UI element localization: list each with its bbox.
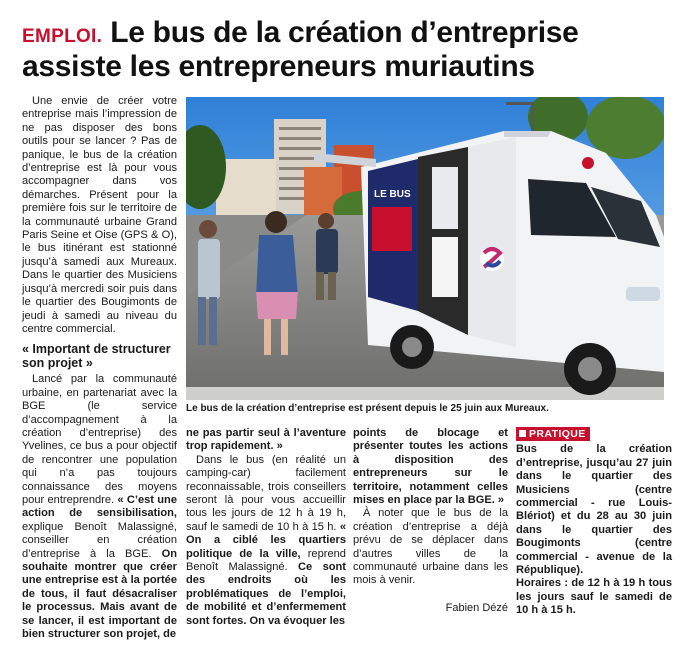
seine-oise-logo xyxy=(480,247,504,271)
subheading: « Important de structurer son projet » xyxy=(22,342,171,371)
body-text: explique Benoît Malassigné, conseiller en création d’entreprise à la BGE. xyxy=(22,520,177,560)
bus-sign-text: LE BUS xyxy=(374,189,411,200)
article-title-line-1: Le bus de la création d’entreprise xyxy=(110,16,579,49)
author-byline: Fabien Dézé xyxy=(445,601,508,614)
pratique-label-text: PRATIQUE xyxy=(529,428,586,440)
pratique-hours: Horaires : de 12 h à 19 h tous les jours sauf le samedi de 10 h à 15 h. xyxy=(516,577,672,617)
article-photo xyxy=(186,97,664,400)
body-paragraph xyxy=(186,454,346,628)
headline xyxy=(22,16,682,84)
body-paragraph xyxy=(22,373,177,641)
article-column-3 xyxy=(353,427,508,615)
quote-continuation: ne pas partir seul à l’aventure trop rapidement. » xyxy=(186,427,346,453)
body-text: reprend Benoît Malassigné. xyxy=(186,547,346,574)
pratique-box xyxy=(516,427,672,618)
pratique-text: Bus de la création d’entreprise, jusqu’au 27 juin dans le quartier des Musiciens (centre commercial - rue Louis-Blériot) et du 28 au 30 juin dans le quartier des Bougimonts (centre commercial - avenue de la République). xyxy=(516,443,672,577)
bus-photo-illustration xyxy=(186,97,664,400)
article-column-2 xyxy=(186,427,346,628)
quote-text: « C’est une action de sensibilisation, xyxy=(22,493,177,520)
pratique-label xyxy=(516,427,590,441)
body-text: Lancé par la communauté urbaine, en partenariat avec la BGE (le service d’accompagnement à la création d’entreprise) des Yvelines, ce bus a pour objectif de rencontrer une population qui n’a pas toujours connaissance des moyens pour entreprendre. xyxy=(22,373,177,506)
quote-text: « On a ciblé les quartiers politique de la ville, xyxy=(186,520,346,560)
photo-caption: Le bus de la création d’entreprise est présent depuis le 25 juin aux Mureaux. xyxy=(186,403,549,414)
square-icon xyxy=(519,430,526,437)
article-title-line-2: assiste les entrepreneurs muriautins xyxy=(22,50,535,83)
quote-text: Ce sont des endroits où les problématiques de l’emploi, de mobilité et d’enfermement sont fortes. On va évoquer les xyxy=(186,561,347,627)
quote-text: On souhaite montrer que créer une entreprise est à la portée de tous, il faut désacraliser le processus. Mais avant de se lancer, il est important de bien structurer son projet, de xyxy=(22,547,177,641)
body-paragraph: À noter que le bus de la création d’entreprise a déjà prévu de se déplacer dans d’autres villes de la communauté urbaine dans les mois à venir. xyxy=(353,507,508,587)
section-kicker: EMPLOI. xyxy=(22,26,103,47)
intro-paragraph: Une envie de créer votre entreprise mais l’impression de ne pas disposer des bons outils pour se lancer ? Pas de panique, le bus de la création d’entreprise est là pour vous accompagner dans vos démarches. Présent pour la première fois sur le territoire de la communauté urbaine Grand Paris Seine et Oise (GPS & O), le bus itinérant est stationné jusqu’à samedi aux Mureaux. Dans le quartier des Musiciens jusqu’à mercredi soir puis dans le quartier des Bougimonts de jeudi à samedi au niveau du centre commercial. xyxy=(22,95,177,335)
article-column-1 xyxy=(22,95,177,641)
quote-continuation: points de blocage et présenter toutes les actions à disposition des entrepreneurs sur le territoire, notamment celles mises en place par la BGE. » xyxy=(353,427,508,507)
body-text: Dans le bus (en réalité un camping-car) facilement reconnaissable, trois conseillers seront là pour vous accueillir tous les jours de 12 h à 19 h, sauf le samedi de 10 h à 15 h. xyxy=(186,453,346,533)
